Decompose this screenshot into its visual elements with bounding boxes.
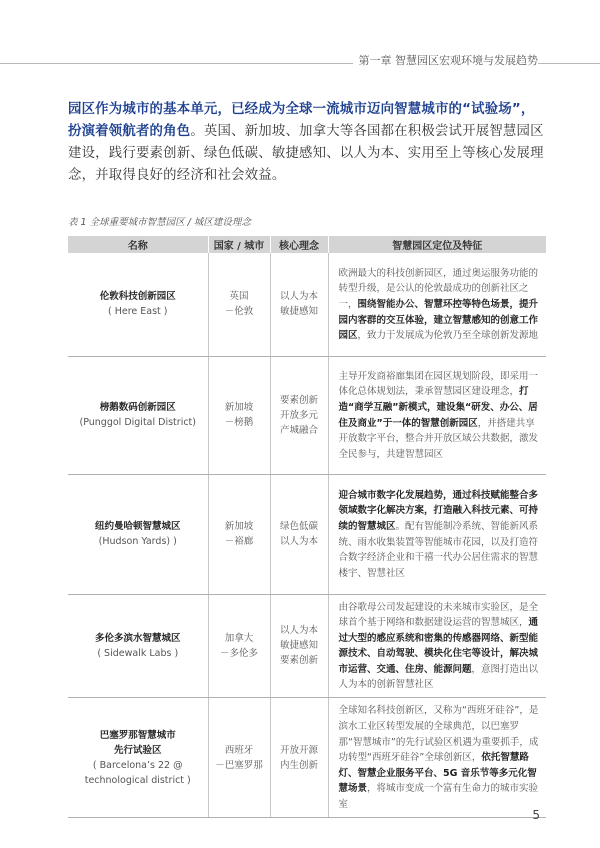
table-row xyxy=(68,594,546,698)
smart-park-table xyxy=(68,236,546,818)
chapter-title: 第一章 智慧园区宏观环境与发展趋势 xyxy=(353,52,539,68)
concept-cell xyxy=(270,253,328,356)
city: －伦敦 xyxy=(224,306,254,318)
park-name-cell xyxy=(68,474,208,594)
desc-cell xyxy=(328,698,546,818)
desc-text: 。配有智能制冷系统、智能新风系统、雨水收集装置等智能城市花园，以及打造符合数字经济企业和干禧一代办公居住需求的智慧楼宇、智慧社区 xyxy=(338,520,539,579)
intro-highlight: 园区作为城市的基本单元，已经成为全球一流城市迈向智慧城市的“试验场”，扮演着领航者的角色 xyxy=(68,102,535,139)
concept-item: 内生创新 xyxy=(279,759,318,771)
table-row xyxy=(68,474,546,594)
table-row xyxy=(68,356,546,474)
park-name-en: ( Barcelona’s 22 @ xyxy=(92,759,183,771)
park-name: 巴塞罗那智慧城市 xyxy=(99,729,176,741)
desc-cell xyxy=(328,253,546,356)
park-name-line-2: 先行试验区 xyxy=(113,744,162,756)
country: 英国 xyxy=(229,291,249,303)
table-header-row xyxy=(68,236,546,253)
table-row xyxy=(68,698,546,818)
park-name-en-line-2: technological district ) xyxy=(84,774,191,786)
concept-item: 要素创新 xyxy=(279,655,318,667)
desc-text: 主导开发商裕廊集团在园区规划阶段，即采用一体化总体规划法，秉承智慧园区建设理念， xyxy=(338,370,539,398)
desc-highlight: 通过大型的感应系统和密集的传感器网络、新型能源技术、自动驾驶、模块化住宅等设计，解决城市运营、交通、住房、能源问题 xyxy=(338,617,539,675)
desc-highlight: 迎合城市数字化发展趋势，通过科技赋能整合多领域数字化解决方案，打造融入科技元素、可持续的智慧城区 xyxy=(338,489,539,532)
desc-highlight: 依托智慧路灯、智慧企业服务平台、5G 音乐节等多元化智慧场景 xyxy=(338,752,537,795)
concept-item: 开放多元 xyxy=(279,409,318,421)
concept-item: 以人为本 xyxy=(279,536,318,547)
header-country: 国家 / 城市 xyxy=(208,236,270,253)
desc-text: ，意图打造出以人为本的创新智慧社区 xyxy=(338,663,539,691)
desc-text: 全球知名科技创新区，又称为“西班牙硅谷”，是滨水工业区转型发展的全球典范，以巴塞罗那“智慧城市”的先行试验区机遇为重要抓手，成功转型“西班牙硅谷”全球创新区， xyxy=(338,705,539,764)
intro-body: 。英国、新加坡、加拿大等各国都在积极尝试开展智慧园区建设，践行要素创新、绿色低碳、敏捷感知、以人为本、实用至上等核心发展理念，并取得良好的经济和社会效益。 xyxy=(68,124,544,183)
park-name-en: (Hudson Yards) ) xyxy=(98,536,177,547)
desc-cell xyxy=(328,474,546,594)
country-cell xyxy=(208,356,270,474)
park-name-cell xyxy=(68,356,208,474)
country-cell xyxy=(208,253,270,356)
header-name: 名称 xyxy=(68,236,208,253)
concept-cell xyxy=(270,356,328,474)
concept-cell xyxy=(270,474,328,594)
country: 新加坡 xyxy=(224,402,254,413)
country: 加拿大 xyxy=(224,632,254,644)
city: －巴塞罗那 xyxy=(215,759,263,771)
concept-cell xyxy=(270,594,328,698)
header-concept: 核心理念 xyxy=(270,236,328,253)
desc-highlight: 打造“商学互融”新模式，建设集“研发、办公、居住及商业”于一体的智慧创新园区 xyxy=(338,386,538,429)
park-name-cell xyxy=(68,698,208,818)
park-name-en: (Punggol Digital District) xyxy=(79,417,196,428)
concept-item: 以人为本 xyxy=(279,625,318,637)
desc-highlight: 围绕智能办公、智慧环控等特色场景，提升园内客群的交互体验，建立智慧感知的创意工作园区 xyxy=(338,298,539,342)
page-number: 5 xyxy=(532,808,540,822)
park-name-cell xyxy=(68,253,208,356)
desc-text: ，将城市变成一个富有生命力的城市实验室 xyxy=(338,783,539,811)
table-row xyxy=(68,253,546,356)
park-name: 伦敦科技创新园区 xyxy=(99,291,176,303)
desc-cell xyxy=(328,594,546,698)
park-name: 多伦多滨水智慧城区 xyxy=(94,632,181,644)
desc-text: 欧洲最大的科技创新园区，通过奥运服务功能的转型升级，是公认的伦敦最成功的创新社区之一， xyxy=(338,267,539,310)
concept-item: 以人为本 xyxy=(279,291,318,303)
concept-item: 敏捷感知 xyxy=(279,640,318,652)
country-cell xyxy=(208,594,270,698)
concept-item: 绿色低碳 xyxy=(279,521,318,532)
desc-text: ，致力于发展成为伦敦乃至全球创新发源地 xyxy=(357,330,539,342)
park-name: 榜鹅数码创新园区 xyxy=(99,402,176,413)
desc-text: ，并搭建共享开放数字平台，整合并开放区域公共数据，激发全民参与，共建智慧园区 xyxy=(338,417,539,460)
country-cell xyxy=(208,474,270,594)
country: 新加坡 xyxy=(224,521,254,532)
country-cell xyxy=(208,698,270,818)
concept-cell xyxy=(270,698,328,818)
concept-item: 敏捷感知 xyxy=(279,306,318,318)
park-name-en: ( Here East ) xyxy=(107,306,168,318)
park-name-en: ( Sidewalk Labs ) xyxy=(97,647,179,659)
concept-item: 产城融合 xyxy=(279,424,318,436)
concept-item: 要素创新 xyxy=(279,394,318,406)
table-caption: 表 1 全球重要城市智慧园区 / 城区建设理念 xyxy=(68,217,251,228)
city: －榜鹅 xyxy=(224,417,254,428)
intro-paragraph xyxy=(68,99,548,187)
desc-text: 由谷歌母公司发起建设的未来城市实验区，是全球首个基于网络和数据建设运营的智慧城区， xyxy=(338,601,539,629)
park-name-cell xyxy=(68,594,208,698)
header-desc: 智慧园区定位及特征 xyxy=(328,236,546,253)
city: －多伦多 xyxy=(219,647,258,659)
park-name: 纽约曼哈顿智慧城区 xyxy=(94,521,181,532)
desc-cell xyxy=(328,356,546,474)
concept-item: 开放开源 xyxy=(279,744,318,756)
country: 西班牙 xyxy=(224,744,254,756)
city: －裕廊 xyxy=(224,536,254,547)
